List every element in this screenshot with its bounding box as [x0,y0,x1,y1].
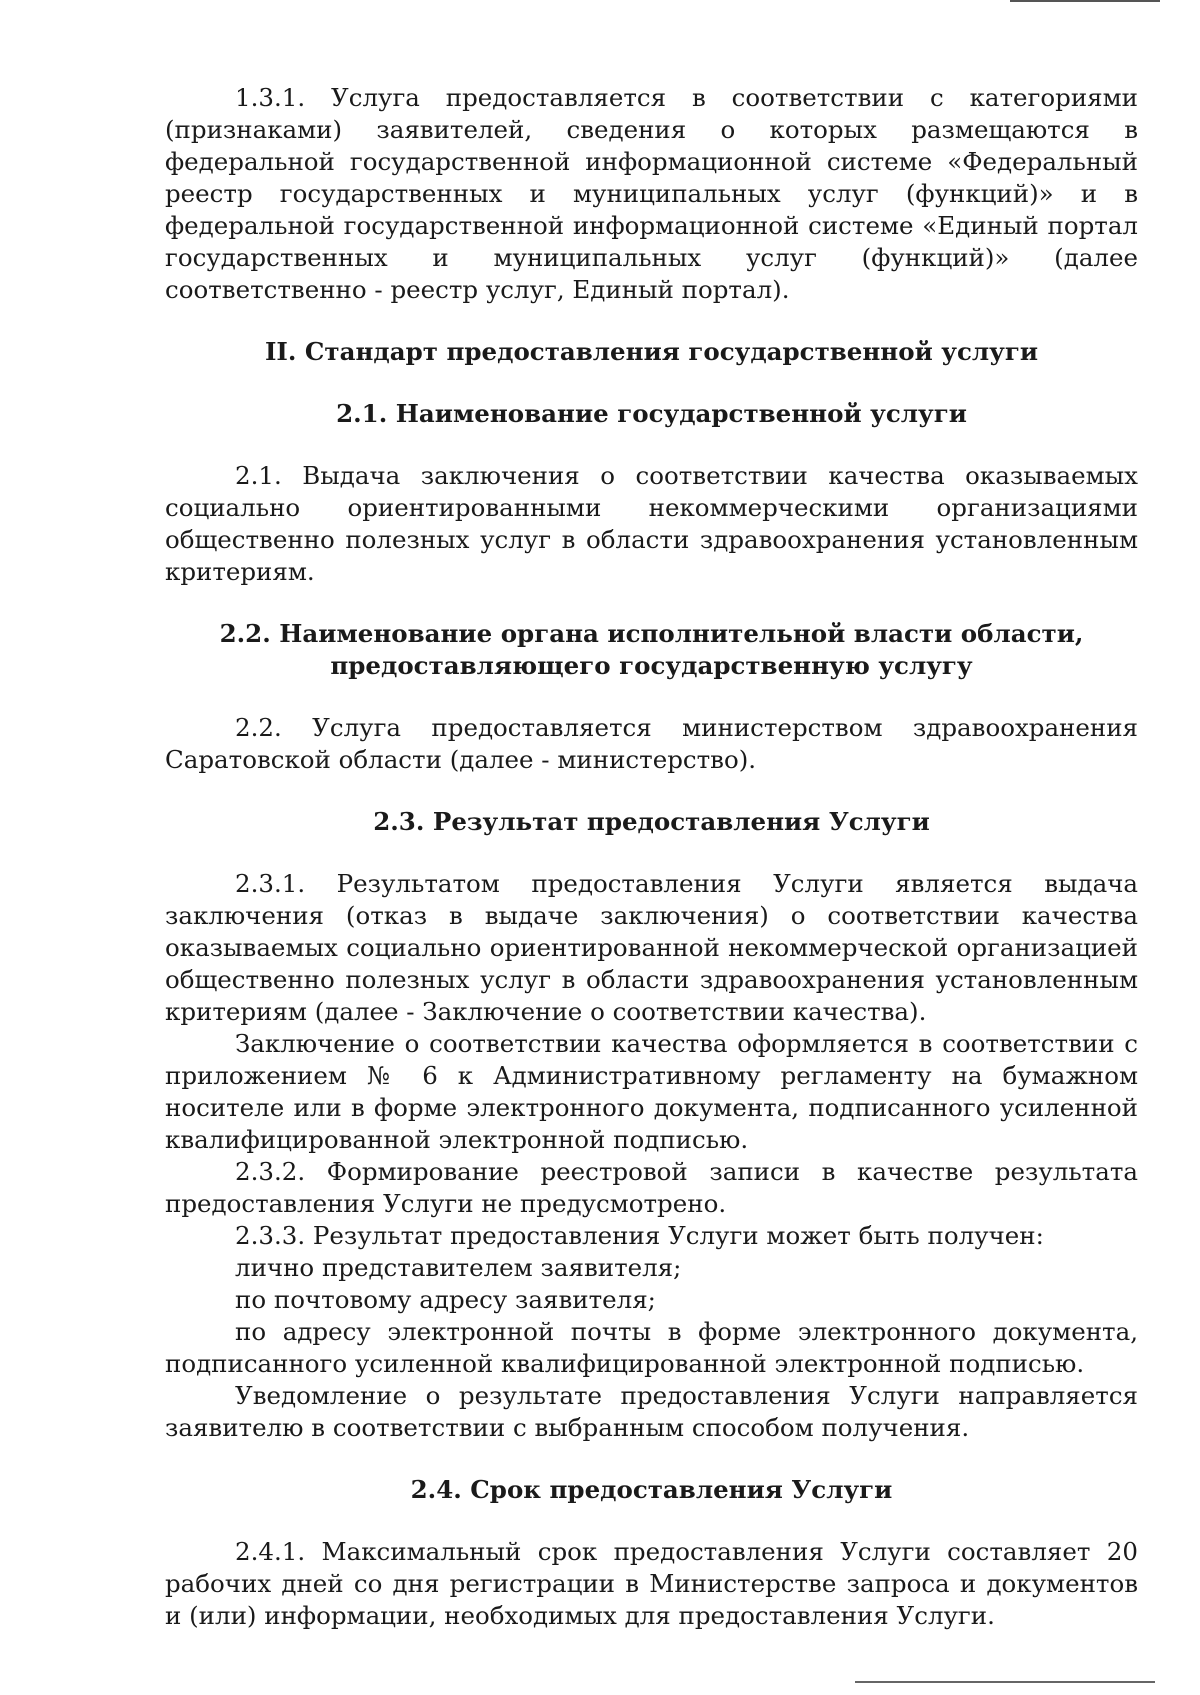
heading-2-4: 2.4. Срок предоставления Услуги [410,1475,893,1504]
scan-edge-line-bottom [855,1681,1155,1683]
heading-2-2-line1: 2.2. Наименование органа исполнительной власти области, [219,619,1084,648]
document-page [165,82,1138,1632]
heading-2-2-line2: предоставляющего государственную услугу [330,651,973,680]
heading-2-1: 2.1. Наименование государственной услуги [336,399,967,428]
paragraph-2-3-2: 2.3.2. Формирование реестровой записи в качестве результата предоставления Услуги не предусмотрено. [165,1157,1138,1218]
scan-edge-line-top [1010,0,1160,2]
paragraph-2-4-1: 2.4.1. Максимальный срок предоставления Услуги составляет 20 рабочих дней со дня регистрации в Министерстве запроса и документов и (или) информации, необходимых для предоставления Услуги. [165,1537,1138,1630]
option-in-person: лично представителем заявителя; [235,1253,682,1282]
heading-2-2 [165,618,1138,682]
paragraph-conclusion: Заключение о соответствии качества оформляется в соответствии с приложением № 6 к Административному регламенту на бумажном носителе или в форме электронного документа, подписанного усиленной квалифицированной электронной подписью. [165,1029,1138,1154]
option-email: по адресу электронной почты в форме электронного документа, подписанного усиленной квалифицированной электронной подписью. [165,1317,1138,1378]
paragraph-2-2: 2.2. Услуга предоставляется министерством здравоохранения Саратовской области (далее - министерство). [165,713,1138,774]
option-postal: по почтовому адресу заявителя; [235,1285,656,1314]
paragraph-1-3-1: 1.3.1. Услуга предоставляется в соответствии с категориями (признаками) заявителей, сведения о которых размещаются в федеральной государственной информационной системе «Федеральный реестр государственных и муниципальных услуг (функций)» и в федеральной государственной информационной системе «Единый портал государственных и муниципальных услуг (функций)» (далее соответственно - реестр услуг, Единый портал). [165,83,1138,304]
heading-2-3: 2.3. Результат предоставления Услуги [373,807,930,836]
paragraph-2-3-3: 2.3.3. Результат предоставления Услуги может быть получен: [235,1221,1044,1250]
paragraph-2-1: 2.1. Выдача заключения о соответствии качества оказываемых социально ориентированными некоммерческими организациями общественно полезных услуг в области здравоохранения установленным критериям. [165,461,1138,586]
paragraph-2-3-1: 2.3.1. Результатом предоставления Услуги является выдача заключения (отказ в выдаче заключения) о соответствии качества оказываемых социально ориентированной некоммерческой организацией общественно полезных услуг в области здравоохранения установленным критериям (далее - Заключение о соответствии качества). [165,869,1138,1026]
paragraph-notice: Уведомление о результате предоставления Услуги направляется заявителю в соответствии с выбранным способом получения. [165,1381,1138,1442]
section-ii-title: II. Стандарт предоставления государственной услуги [264,337,1039,366]
